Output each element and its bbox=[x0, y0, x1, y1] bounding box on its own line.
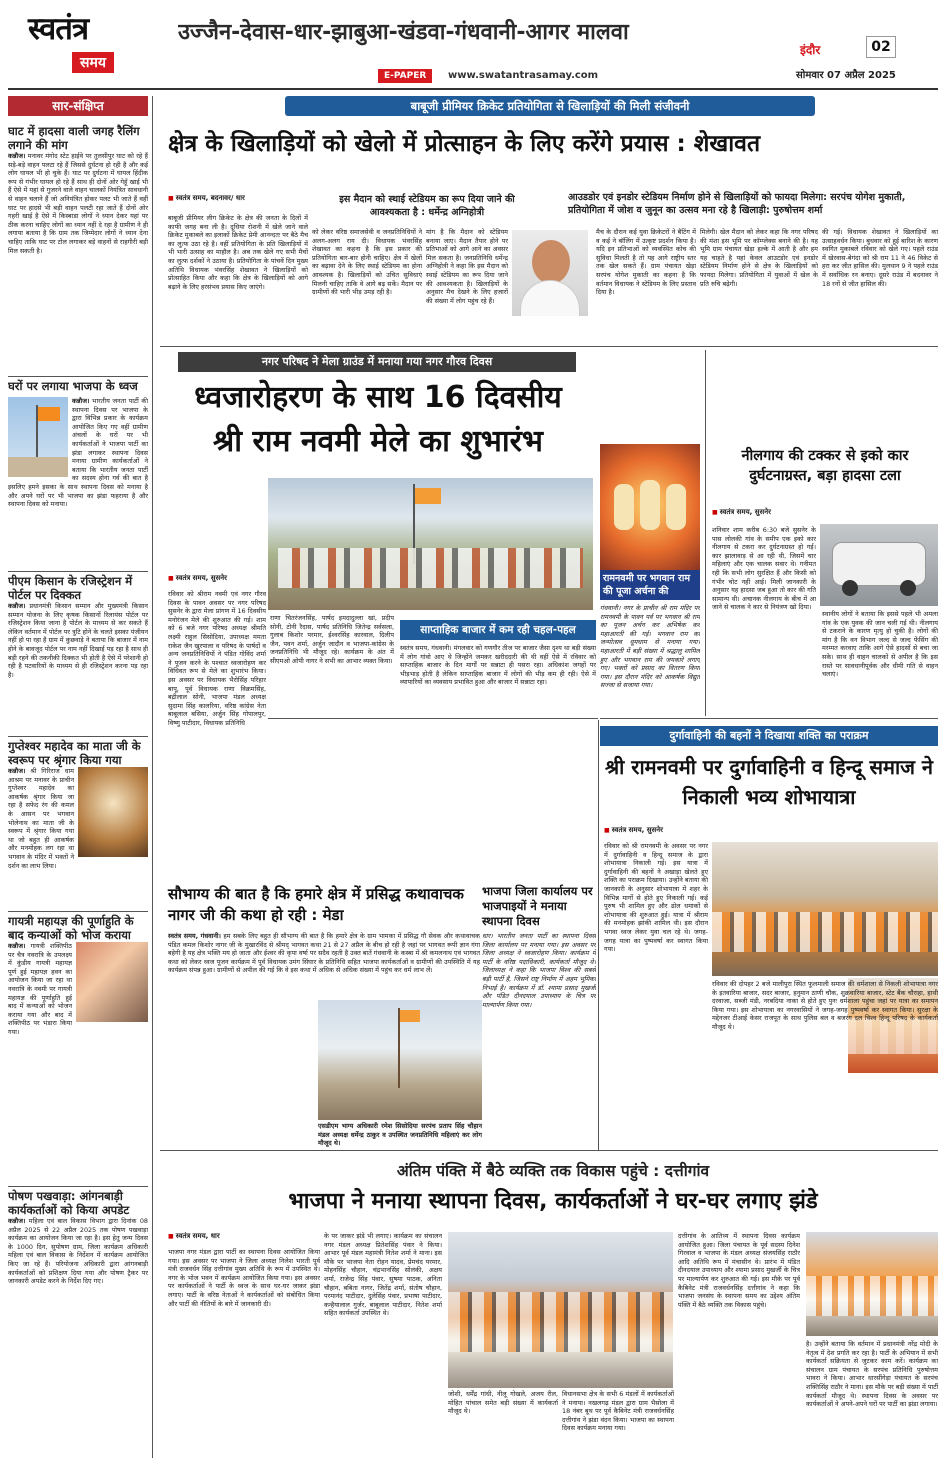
cricket-banner: बाबूजी प्रीमियर क्रिकेट प्रतियोगिता से खिलाड़ियों की मिली संजीवनी bbox=[285, 96, 815, 116]
sidebar-rule bbox=[152, 96, 153, 1458]
masthead bbox=[0, 0, 945, 92]
katha-flag-photo bbox=[318, 1000, 482, 1120]
city-label: इंदौर bbox=[800, 43, 821, 57]
sidebar-item bbox=[8, 1189, 148, 1429]
cricket-col-4: मैच के दौरान कई युवा क्रिकेटरों ने बैटिंग में व कई ने बॉलिंग में उत्कृष्ट प्रदर्शन किया है। यदि इन प्रतिभाओं को व्यवस्थित कोच की सुविधा मिलती है तो यह आगे राष्ट्रीय स्तर तक खेल सकते हैं। ग्राम पंचायत खेड़ा सरपंच योगेश मुकाती का कहना है कि वर्तमान विधायक ने स्टेडियम के लिए प्रस्ताव दिया है। bbox=[596, 228, 696, 297]
bottom-col-4: दत्तीगांव के आतिथ्य में स्थापना दिवस कार्यक्रम आयोजित हुआ। जिला पंचायत के पूर्व सदस्य दिनेश गिरवाल व भाजपा के मंडल अध्यक्ष संजयसिंह राठौर आदि अतिथि रूप में मंचासीन थे। प्रारंभ में पंडित दीनदयाल उपाध्याय और श्यामा प्रसाद मुखर्जी के चित्र पर माल्यार्पण कर शुरुआत की गई। इस मौके पर पूर्व कैबिनेट मंत्री राजवर्धनसिंह दत्तीगांव ने कहा कि भाजपा जनसंघ के स्थापना समय का उद्देश्य अंतिम पंक्ति में बैठे व्यक्ति तक विकास पहुंचे। bbox=[678, 1232, 800, 1309]
bjp-group-photo-2 bbox=[806, 1232, 938, 1336]
cricket-col-5: मिलेगी। खेल मैदान को लेकर कहा कि नगर परिषद की मंशा इस भूमि पर कॉम्प्लेक्स बनाने की है। यह भूमि ग्राम पंचायत खेड़ा हल्के में आती है और हम यह चाहते है यहां केवल आउटडोर एवं इनडोर स्टेडियम निर्माण होने से क्षेत्र के खिलाड़ियों को फायदा मिलेगा। प्रतियोगिता में युवाओं में खेल के प्रति रुचि बढ़ेगी। bbox=[700, 228, 818, 288]
sidebar-divider bbox=[8, 571, 148, 572]
cricket-col-3: मांग है कि मैदान को स्टेडियम बनाया जाए। मैदान तैयार होने पर प्रतिभाओं को आगे आने का अवसर मिल सकता है। जनप्रतिनिधि धर्मेन्द्र अग्निहोत्री ने कहा कि इस मैदान को स्थाई स्टेडियम का रूप दिया जाने की आवश्यकता है। खिलाड़ियों के अनुसार मैच देखने के लिए हजारों की संख्या में लोग पहुंच रहे हैं। bbox=[426, 228, 508, 305]
sidebar-item-head: घाट में हादसा वाली जगह रैलिंग लगाने की मांग bbox=[8, 124, 140, 152]
accident-col-1: शनिवार शाम करीब 6:30 बजे सुसनेर के पास लोलकी गांव के समीप एक इको कार नीलगाय से टकरा कर दुर्घटनाग्रस्त हो गई। कार झालावाड़ से आ रही थी, जिसमें चार महिलाएं और एक चालक सवार थे। गनीमत रही कि सभी लोग सुरक्षित हैं और किसी को गंभीर चोट नहीं आई। मिली जानकारी के अनुसार यह हादसा जब हुआ तो कार की गति सामान्य थी। अचानक नीलगाय के बीच में आ जाने से चालक ने कार से नियंत्रण खो दिया। bbox=[712, 526, 816, 612]
durga-banner: दुर्गावाहिनी की बहनों ने दिखाया शक्ति का पराक्रम bbox=[600, 726, 938, 746]
sidebar-item bbox=[8, 739, 148, 909]
mela-col-2: राणा चितरंजनसिंह, पार्षद इमदादुल्ला खां, प्रदीप सोनी, टोनी रैदास, पार्षद प्रतिनिधि जितेन्द्र सर्वसला, गुलाब किशोर परमार, ईश्वरसिंह कारवाल, दिलीप जैन, पवन शर्मा, अर्जुन जादौन व भाजपा-कांग्रेस के जनप्रतिनिधि भी मौजूद रहे। कार्यक्रम के अंत में सीएमओ ओपी नागर ने सभी का आभार व्यक्त किया। bbox=[270, 614, 394, 665]
bottom-col-2: के पर जाकर झंडे भी लगाए। कार्यक्रम का संचालन नगर मंडल अध्यक्ष प्रितेशसिंह पंवार ने किया। आभार पूर्व मंडल महामंत्री नितेश शर्मा ने माना। इस मौके पर भाजपा नेता रोहन यादव, प्रेमचंद परमार, मोहनसिंह चौहान, चंद्रभानसिंह सोलंकी, अक्षय शर्मा, राजेन्द्र सिंह पंवार, सुषमा पाठक, अनिता चौहान, बबिता नागर, जितेंद्र शर्मा, संतोष चौहान, परमानंद पाटीदार, दुलेसिंह पंवार, प्रभाषा पाटीदार, कन्हैयालाल गुर्जर, बाबूलाल पाटीदार, नितेश शर्मा सहित कार्यकर्ता उपस्थित थे। bbox=[324, 1232, 442, 1318]
sidebar bbox=[8, 96, 148, 1458]
cricket-subhead-2: आउडडोर एवं इनडोर स्टेडियम निर्माण होने से खिलाड़ियों को फायदा मिलेगा: सरपंच योगेश मुकाती, प्रतियोगिता में जोश व जुनून का उत्सव मना रहे है खिलाड़ी: पुरुषोत्तम शर्मा bbox=[568, 192, 906, 216]
mela-kicker: नगर परिषद ने मेला ग्राउंड में मनाया गया नगर गौरव दिवस bbox=[178, 352, 576, 372]
sidebar-item-head: पीएम किसान के रजिस्ट्रेशन में पोर्टल पर दिक्कत bbox=[8, 574, 133, 602]
mela-byline: ■ स्वतंत्र समय, सुसनेर bbox=[168, 574, 227, 583]
cricket-col-1: बाबूजी प्रीमियर लीग क्रिकेट के क्षेत्र की जनता के दिलों में काफी जगह बना ली है। दूधिया रोशनी में खेले जाने वाले क्रिकेट मुकाबले का इलाकों क्रिकेट प्रेमी आनन्दतः पर बैठे मैच का लुत्फ उठा रहे है। वहीं प्रतियोगिता के प्रति खिलाड़ियों में भी भारी उत्साह का माहौल है। अब तक खेले गए सभी मैचों का लुत्फ दर्शकों ने उठाया है। प्रतियोगिता के पांचवें दिन मुख्य अतिथि विधायक भंवरसिंह शेखावत ने खिलाड़ियों को प्रोत्साहित किया और कहा कि क्षेत्र के खिलाड़ियों को आगे बढ़ाने के लिए हरसंभव प्रयास किए जाएंगे। bbox=[168, 214, 308, 291]
sidebar-item-head: गुप्तेश्वर महादेव का माता जी के स्वरूप पर श्रृंगार किया गया bbox=[8, 739, 141, 767]
website-link[interactable]: www.swatantrasamay.com bbox=[448, 70, 599, 81]
middle-rule bbox=[705, 350, 706, 716]
sidebar-item-text: कन्नौज। भारतीय जनता पार्टी की स्थापना दिवस पर भाजपा के द्वारा विभिन्न प्रकार के कार्यक्रम आयोजित किए गए वहीं ग्रामीण अंचलों के घरों पर भी कार्यकर्ताओं ने भाजपा पार्टी का झंडा लगाकर स्थापना दिवस मनाया ग्रामीण कार्यकर्ताओं ने बताया कि भारतीय जनता पार्टी का सदस्य होना गर्व की बात है इसलिए हमने इसका के साथ स्थापना दिवस को मनाया है और अपने घरों पर भी भाजपा का झंडा फहराया है और स्थापना दिवस को मनाया। bbox=[8, 397, 148, 509]
cricket-subhead-1: इस मैदान को स्थाई स्टेडियम का रूप दिया जाने की आवश्यकता है : धर्मेन्द्र अग्निहोत्री bbox=[339, 194, 515, 218]
bottom-kicker: अंतिम पंक्ति में बैठे व्यक्ति तक विकास पहुंचे : दत्तीगांव bbox=[396, 1162, 710, 1180]
durga-col-1: रविवार को श्री रामनवमी के अवसर पर नगर में दुर्गावाहिनी व हिन्दू समाज के द्वारा शोभायात्रा निकाली गई। इस यात्रा में दुर्गावाहिनी की बहनों ने अखाड़ा खेलते हुए शक्ति का पराक्रम दिखाया। उन्होंने बताया की जानकारी के अनुसार शोभायात्रा में शहर के विभिन्न मार्गो से होते हुए निकाली गई। कई पुरुष भी शामिल हुए और ढोल धमाकों से शोभायात्रा की शुरुआत हुई। यात्रा में श्रीराम की मनमोहक झांकी शामिल थी। इस दौरान भगवा ध्वज लेकर युवा चल रहे थे। जगह-जगह यात्रा का पुष्पवर्षा कर स्वागत किया गया। bbox=[604, 842, 708, 954]
bazaar-text: स्वतंत्र समय, गंधवानी। मंगलवार को गणगौर तीज पर बाजार जैसा दृश्य था बड़ी संख्या में लोग गांवो आए थे जिन्होंने जमकर खरीददारी की थी वहीं ऐसे में रविवार को साप्ताहिक बाजार के दिन मार्गों पर सन्नाटा ही पसरा रहा। अधिकांश जगहों पर भीड़भाड़ होती है लेकिन साप्ताहिक बाजार में लोगों की भीड़ कम ही रही। ऐसे में व्यापारियों का व्यवसाय प्रभावित हुआ और बाजार में सन्नाटा रहा। bbox=[400, 644, 596, 687]
bjp-group-photo-1 bbox=[448, 1232, 673, 1388]
sidebar-divider bbox=[8, 911, 148, 912]
sidebar-item bbox=[8, 914, 148, 1184]
durga-byline: ■ स्वतंत्र समय, सुसनेर bbox=[604, 826, 663, 835]
cricket-byline: ■ स्वतंत्र समय, बदनावर/ धार bbox=[168, 194, 245, 203]
bjp-office-headline: भाजपा जिला कार्यालय पर भाजपाइयों ने मनाया स्थापना दिवस bbox=[482, 884, 593, 928]
car-photo bbox=[820, 524, 938, 606]
bottom-headline: भाजपा ने मनाया स्थापना दिवस, कार्यकर्ताओं ने घर-घर लगाए झंडे bbox=[288, 1189, 818, 1214]
masthead-divider bbox=[8, 88, 938, 90]
cricket-col-2: को लेकर वरिष्ठ समाजसेवी व जनप्रतिनिधियों ने अलग-अलग राय दी। विधायक भंवरसिंह शेखावत का कहना है कि इस प्रकार की प्रतियोगिता बार-बार होनी चाहिए। क्षेत्र में खेलों का बढ़ावा देने के लिए स्थाई स्टेडियम का होना आवश्यक है। खिलाड़ियों को उचित सुविधाएं मिलनी चाहिए ताकि वे आगे बढ़ सकें। मैदान पर ग्रामीणों की भारी भीड़ उमड़ रही है। bbox=[312, 228, 422, 297]
mela-col-1: रविवार को श्रीराम नवमी एवं नगर गौरव दिवस के पावन अवसर पर नगर परिषद सुसनेर के द्वारा मेला प्रांगण में 16 दिवसीय मनोरंजन मेले की शुरुआत की गई। शाम को 6 बजे नगर परिषद अध्यक्ष श्रीमति लक्ष्मी राहुल सिसोदिया, उपाध्यक्ष ममता राकेश जैन खुरपाला व परिषद के पार्षदों व अन्य जनप्रतिनिधियों ने पंडित गोविंद शर्मा ने पूजन करने के पश्चात ध्वजारोहण कर विधिवत रूप से मेले का शुभारंभ किया। इस अवसर पर विधायक भैरोसिंह परिहार बापू, पूर्व विधायक राणा विक्रमसिंह, बद्रीलाल सोनी, भाजपा मंडल अध्यक्ष सुदामा सिंह कालरिया, वरिष्ठ कांग्रेस नेता बाबूलाल बसिया, अर्जुन सिंह गोपालपुर, विष्णु पाटीदार, विधायक प्रतिनिधि bbox=[168, 590, 266, 727]
cricket-headline: क्षेत्र के खिलाड़ियों को खेलो में प्रोत्साहन के लिए करेंगे प्रयास : शेखावत bbox=[168, 131, 761, 157]
mla-portrait bbox=[512, 230, 588, 316]
accident-col-2: स्थानीय लोगों ने बताया कि इससे पहले भी अमला गांव के एक युवक की जान चली गई थी। नीलगाय से टकराने के कारण मृत्यु हो चुकी है। लोगों की मांग है कि वन विभाग जल्द से जल्द फेंसिंग की मरम्मत करवाए ताकि आगे ऐसे हादसों से बचा जा सके। साथ ही वाहन चालकों से अपील है कि इस रास्ते पर सावधानीपूर्वक और धीमी गति से वाहन चलाएं। bbox=[822, 610, 938, 679]
bjp-office-text: धार। भारतीय जनता पार्टी का स्थापना दिवस जिला कार्यालय पर मनाया गया। इस अवसर पर जिला अध्यक्ष ने ध्वजारोहण किया। कार्यक्रम में पार्टी के वरिष्ठ पदाधिकारी, कार्यकर्ता मौजूद थे। जिलाध्यक्ष ने कहा कि भाजपा विश्व की सबसे बड़ी पार्टी है, जिसने राष्ट्र निर्माण में अहम भूमिका निभाई है। कार्यक्रम में डॉ. श्यामा प्रसाद मुखर्जी और पंडित दीनदयाल उपाध्याय के चित्र पर माल्यार्पण किया गया। bbox=[482, 932, 596, 1009]
katha-byline: स्वतंत्र समय, गंधवानी। bbox=[168, 932, 221, 940]
sidebar-item-text: कन्नौज। गायत्री शक्तिपीठ पर चैत्र नवरात्रि के उपलक्ष्य में कुंडीय गायत्री महायज्ञ पूर्ण हुई महायज्ञ हवन का आयोजन किया जा रहा था नवरात्रि के नवमी पर गायत्री महायज्ञ की पूर्णाहुति हुई बाद में कन्याओं को भोजन कराया गया और बाद में शक्तिपीठ पर भंडारा किया गया। bbox=[8, 942, 148, 1172]
katha-headline: सौभाग्य की बात है कि हमारे क्षेत्र में प्रसिद्ध कथावाचक नागर जी की कथा हो रही : मेडा bbox=[168, 885, 464, 924]
kanya-bhoj-photo bbox=[76, 942, 148, 1022]
ram-photo-caption-text: गंधवानी। नगर के प्राचीन श्री राम मंदिर पर रामनवमी के पावन पर्व पर भगवान श्री राम का पूजन अर्चन कर अभिषेक कर महाआरती की गई। भगवान राम का जन्मोत्सव धूमधाम से मनाया गया। महाआरती में बड़ी संख्या में श्रद्धालु शामिल हुए और भगवान राम की जयकारे लगाए गए। भक्तों को प्रसाद का वितरण किया गया। इस दौरान मंदिर को आकर्षक विद्युत सज्जा से सजाया गया। bbox=[600, 604, 700, 690]
katha-rule bbox=[598, 720, 599, 1150]
durga-headline: श्री रामनवमी पर दुर्गावाहिनी व हिन्दू समाज ने निकाली भव्य शोभायात्रा bbox=[604, 755, 934, 809]
sidebar-heading: सार-संक्षिप्त bbox=[8, 96, 148, 116]
bazaar-headline: साप्ताहिक बाजार में कम रही चहल-पहल bbox=[400, 620, 596, 640]
shiva-photo bbox=[78, 767, 148, 857]
bottom-col-3: विधानसभा क्षेत्र के सभी 6 मंडलों में कार्यकर्ताओं ने मनाया। नखलगढ़ मंडल द्वारा ग्राम भैसोला में 18 नंबर बूथ पर पूर्व कैबिनेट मंत्री राजवर्धनसिंह दत्तीगांव ने झंडा वंदन किया। भाजपा का स्थापना दिवस कार्यक्रम मनाया गया। bbox=[562, 1390, 674, 1433]
katha-text: स्वतंत्र समय, गंधवानी। हम सबके लिए बहुत ही सौभाग्य की बात है कि हमारे क्षेत्र के ग्राम भामका में प्रसिद्ध गौ सेवक और कथावाचक पंडित कमल किशोर नागर जी के मुखारविंद से श्रीमद् भागवत कथा 21 से 27 अप्रैल के बीच हो रही है जहां पर भागवत रूपी ज्ञान गंगा बहेगी है यह क्षेत्र भक्ति मय हो जाता और ईश्वर की कृपा वर्षा पर सदैव रहती है उक्त बातें गंधवानी के कस्बा में श्री कमलनाथ एवं भागवत कथा को लेकर ध्वज पूजन कार्यक्रम में पूर्व विधायक उमंग सिंघार के प्रतिनिधि सहित भाजपा कार्यकर्ताओं व ग्रामीणों की उपस्थिति में यह कार्यक्रम संपन्न हुआ। ग्रामीणों से अपील की गई कि वे इस कथा में अधिक से अधिक संख्या में पहुंच कर धर्म लाभ लें। bbox=[168, 932, 480, 975]
issue-date: सोमवार 07 अप्रैल 2025 bbox=[796, 70, 896, 81]
sidebar-item-text: कन्नौज। महिला एवं बाल विकास विभाग द्वारा दिनांक 08 अप्रैल 2025 से 22 अप्रैल 2025 तक पोषण पखवाड़ा कार्यक्रम का आयोजन किया जा रहा है। इस हेतु जन्म दिवस के 1000 दिन, सुपोषण ग्राम, जिला कार्यक्रम अधिकारी महिला एवं बाल विकास के निर्देशन में कार्यक्रम आयोजित किए जा रहे हैं। परियोजना अधिकारी द्वारा आंगनबाड़ी कार्यकर्ताओं को प्रशिक्षण दिया गया और पोषण ट्रैकर पर जानकारी अपडेट करने के निर्देश दिए गए। bbox=[8, 1217, 148, 1286]
bottom-byline: ■ स्वतंत्र समय, धार bbox=[168, 1232, 220, 1241]
sidebar-item-head: पोषण पखवाड़ा: आंगनबाड़ी कार्यकर्ताओं को किया अपडेट bbox=[8, 1189, 130, 1217]
sidebar-item-text: कन्नौज। श्री गिरिराज धाम आश्रम पर मनावर के प्राचीन गुप्तेश्वर महादेव का आकर्षक श्रृंगार किया जा रहा है सफेद रंग की कमल के आसन पर भगवान भोलेनाथ का माता जी के स्वरूप में श्रृंगार किया गया था जो बहुत ही आकर्षक और मनमोहक लग रहा था भगवान के मंदिर में भक्तों ने दर्शन का लाभ लिया। bbox=[8, 767, 148, 902]
sidebar-divider bbox=[8, 1186, 148, 1187]
sidebar-item-text: कन्नौज। मनावर मंगोद स्टेट हाईवे पर तुलसीपुर घाट को रहे हैं सड़े-बड़े वाहन पलटा रहे हैं जिससे दुर्घटना हो रही है और कई लोग घायल भी हो चुके हैं। घाट पर दुर्घटना में घायल हिंदीक रूप से गंभीर घायल हो रहे हैं साथ ही दोनों ओर गेहूँ खाई भी हैं ऐसे में यहां से गुजरने वाले वाहन चालकों नियंत्रित सावधानी से वाहन चलाने हैं जो अनियंत्रित होकर पलट भी जाते हैं वहीं घाट पर हादसे भी बड़ी वाहन पलटी रहा जाते हैं दोनों ओर गहरी खाई है ऐसे में किस्बाडा लोगों ने ध्यान देकर यहां पर ठीक करना चाहिए लोगों का ध्यान नहीं दे रहा है ग्रामीण ने ही लगाया बताया है कि ग्राम तक जिम्मेदार लोगों ने ध्यान देना चाहिए ताकि घाट पर टोल लगाकर बड़े वाहनों से राहगीरी बड़ी मिल सकती है। bbox=[8, 152, 148, 255]
epaper-badge: E-PAPER bbox=[378, 69, 432, 83]
logo-top-text: स्वतंत्र bbox=[28, 11, 89, 47]
logo-bottom-text: समय bbox=[72, 52, 114, 73]
bottom-col-1: भाजपा नगर मंडल द्वारा पार्टी का स्थापना दिवस आयोजित किया गया। इस अवसर पर भाजपा ने जिला अध्यक्ष निलेश भारती पूर्व मंत्री राजवर्धन सिंह दत्तीगांव मुख्य अतिथि के रूप में उपस्थित थे। नगर के भोज भवन में कार्यक्रम आयोजित किया गया। इस अवसर पर कार्यकर्ताओं ने पार्टी के ध्वज के साथ घर-घर जाकर झंडा लगाए। पार्टी के वरिष्ठ नेताओं ने कार्यकर्ताओं को संबोधित किया और पार्टी की नीतियों के बारे में जानकारी दी। bbox=[168, 1248, 320, 1308]
sidebar-divider bbox=[8, 736, 148, 737]
sidebar-item-text: कन्नौज। प्रधानमंत्री किसान सम्मान और मुख्यमंत्री किसान सम्मान योजना के लिए कृषक किसानों रिलायंस पोर्टल पर रजिस्ट्रेशन किया जाना है पोर्टल के माध्यम से कर सकते हैं लेकिन वर्तमान में पोर्टल पर त्रुटि होने के चलते इसका पंजीयन नहीं हो पा रहा है ग्राम में कुछवाड़े ने बताया कि बाजार में नाम होने के बावजूद पोर्टल पर नाम नहीं दिखाई पड़ रहा है साथ ही बड़ी रहने की तकनीकी दिक्कत भी होती है ऐसे में परेशानी हो रही है पटवारियों के माध्यम से ही रजिस्ट्रेशन करना पड़ रहा है। bbox=[8, 602, 148, 679]
sidebar-item-head: गायत्री महायज्ञ की पूर्णाहुति के बाद कन्याओं को भोज कराया bbox=[8, 914, 134, 942]
procession-photo-1 bbox=[712, 842, 938, 976]
sidebar-divider bbox=[8, 376, 148, 377]
sidebar-item bbox=[8, 379, 148, 569]
lower-rule bbox=[160, 1150, 938, 1151]
katha-photo-caption: एसडीएम भाग्य अधिकारी रमेश सिसोदिया सरपंच प्रताप सिंह चौहान मंडल अध्यक्ष धर्मेन्द्र ठाकुर व उपस्थित जनप्रतिनिधि महिलाएं कर लोग मौजूद थे। bbox=[318, 1122, 482, 1148]
accident-bottom-rule bbox=[600, 718, 938, 719]
page-number: 02 bbox=[866, 36, 896, 58]
durga-col-2: रविवार की दोपहर 2 बजे मालीपुरा स्थित फूलमाली समाज की धर्मशाला से निकली शोभायात्रा नगर के इतवारिया बाजार, सदर बाजार, हनुमान ठाणी चौक, शुक्रवारिया बाजार, स्टेट बैंक चौराहा, हाथी दरवाजा, सब्जी मंडी, नरबदिया नाका से होते हुए पुनः धर्मशाला पहुंचा जहां पर यात्रा का समापन किया गया। इस शोभायात्रा का नगरवासियों ने जगह-जगह पुष्पवर्षा कर स्वागत किया। सुरक्षा के मद्देनजर टीआई केसर राजपूत के साथ पुलिस बल व बजरंग दल विश्व हिन्दू परिषद के कार्यकर्ता मौजूद थे। bbox=[712, 980, 938, 1031]
mela-bottom-rule bbox=[268, 718, 598, 719]
sidebar-item bbox=[8, 124, 148, 374]
logo bbox=[28, 12, 158, 82]
cricket-col-6: की गई। विधायक शेखावत ने खिलाड़ियों का उत्साहवर्धन किया। बुधवार को हुई बारिश के कारण स्थगित मुकाबले रविवार को खेले गए। पहले राउंड में खेरवास-बेगंदा को श्री राम 11 ने 46 विकेट से हरा कर जीत हासिल की। मुलथान 9 ने पहले राउंड में सर्वाधिक रन बनाए। दूसरे राउंड में बदनावर ने 18 रनों से जीत हासिल की। bbox=[822, 228, 938, 288]
mela-headline-1: ध्वजारोहरण के साथ 16 दिवसीय bbox=[194, 380, 562, 415]
accident-headline: नीलगाय की टक्कर से इको कार दुर्घटनाग्रस्त, बड़ा हादसा टला bbox=[741, 448, 909, 484]
cricket-bottom-rule bbox=[160, 346, 938, 347]
bottom-photo-caption: जोशी, धर्मेंद्र गांधी, नीलू गोखले, अजय रील, मोहित पांचाल समेत बड़ी संख्या में कार्यकर्ता मौजूद थे। bbox=[448, 1390, 558, 1416]
edition-title: उज्जैन-देवास-धार-झाबुआ-खंडवा-गंधवानी-आगर मालवा bbox=[178, 20, 629, 45]
bottom-col-5: है। उन्होंने बताया कि वर्तमान में प्रधानमंत्री नरेंद्र मोदी के नेतृत्व में देश प्रगति कर रहा है। पार्टी के अभियान में सभी कार्यकर्ता सक्रियता से जुटकर काम करें। कार्यक्रम का संचालन ग्राम पंचायत के सरपंच प्रतिनिधि पुरुषोत्तम भावरा ने किया। आभार धारसींगेड़ा पंचायत के सरपंच शक्तिसिंह राठौर ने माना। इस मौके पर बड़ी संख्या में पार्टी कार्यकर्ता मौजूद थे। स्थापना दिवस के अवसर पर कार्यकर्ताओं ने अपने-अपने घरों पर पार्टी का झंडा लगाया। bbox=[806, 1340, 938, 1409]
accident-byline: ■ स्वतंत्र समय, सुसनेर bbox=[712, 508, 771, 517]
ram-photo-caption-head: रामनवमी पर भगवान राम की पूजा अर्चना की bbox=[600, 570, 700, 600]
mela-headline-2: श्री राम नवमी मेले का शुभारंभ bbox=[213, 424, 543, 459]
sidebar-item bbox=[8, 574, 148, 734]
mela-photo bbox=[268, 478, 593, 610]
sidebar-item-head: घरों पर लगाया भाजपा के ध्वज bbox=[8, 379, 138, 393]
